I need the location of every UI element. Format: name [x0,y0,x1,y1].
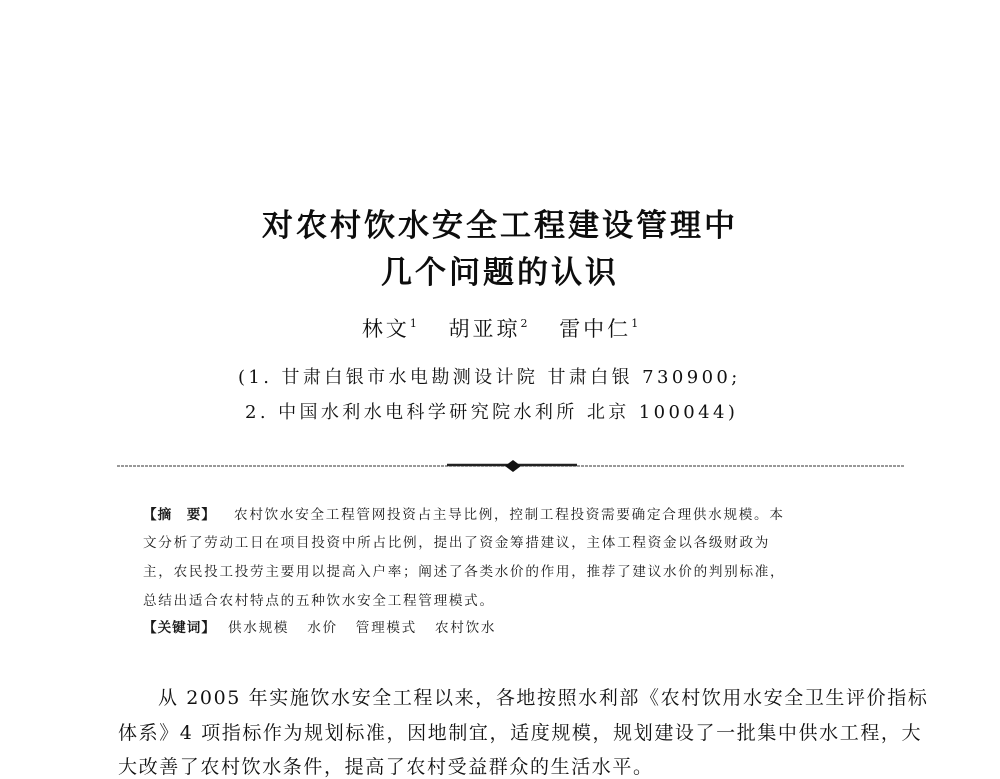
keywords [143,616,883,636]
keyword: 供水规模 [228,620,290,636]
abstract-text: 农村饮水安全工程管网投资占主导比例，控制工程投资需要确定合理供水规模。本 [234,507,785,523]
keywords-label: 【关键词】 [143,620,216,636]
author [362,317,417,341]
title-line-2: 几个问题的认识 [381,255,619,291]
abstract-line [143,503,883,523]
affiliation-2: 2. 中国水利水电科学研究院水利所 北京 100044) [245,402,739,423]
author-name: 胡亚琼 [448,317,521,341]
abstract-line: 主，农民投工投劳主要用以提高入户率；阐述了各类水价的作用，推荐了建议水价的判别标准， [143,564,786,580]
author [449,317,528,341]
author-list [0,313,1000,343]
author [559,317,638,341]
section-divider [117,458,905,474]
keyword: 管理模式 [355,620,417,636]
body-text-line: 体系》4 项指标作为规划标准，因地制宜，适度规模，规划建设了一批集中供水工程，大 [118,722,923,744]
author-name: 林文 [361,317,410,341]
title-line-1: 对农村饮水安全工程建设管理中 [262,208,738,244]
keyword: 水价 [307,620,338,636]
abstract-line: 文分析了劳动工日在项目投资中所占比例，提出了资金筹措建议，主体工程资金以各级财政为 [143,535,771,551]
author-affiliation-mark: 1 [409,317,417,330]
author-affiliation-mark: 1 [631,317,639,330]
divider-ornament-icon [505,460,521,472]
author-name: 雷中仁 [559,317,632,341]
abstract-label: 【摘 要】 [143,507,216,523]
author-affiliation-mark: 2 [520,317,528,330]
abstract-line: 总结出适合农村特点的五种饮水安全工程管理模式。 [143,593,495,609]
keyword: 农村饮水 [434,620,497,636]
affiliation-1: (1. 甘肃白银市水电勘测设计院 甘肃白银 730900; [238,367,741,388]
body-text-line: 从 2005 年实施饮水安全工程以来，各地按照水利部《农村饮用水安全卫生评价指标 [158,687,929,709]
body-text-line: 大改善了农村饮水条件，提高了农村受益群众的生活水平。 [118,756,654,778]
